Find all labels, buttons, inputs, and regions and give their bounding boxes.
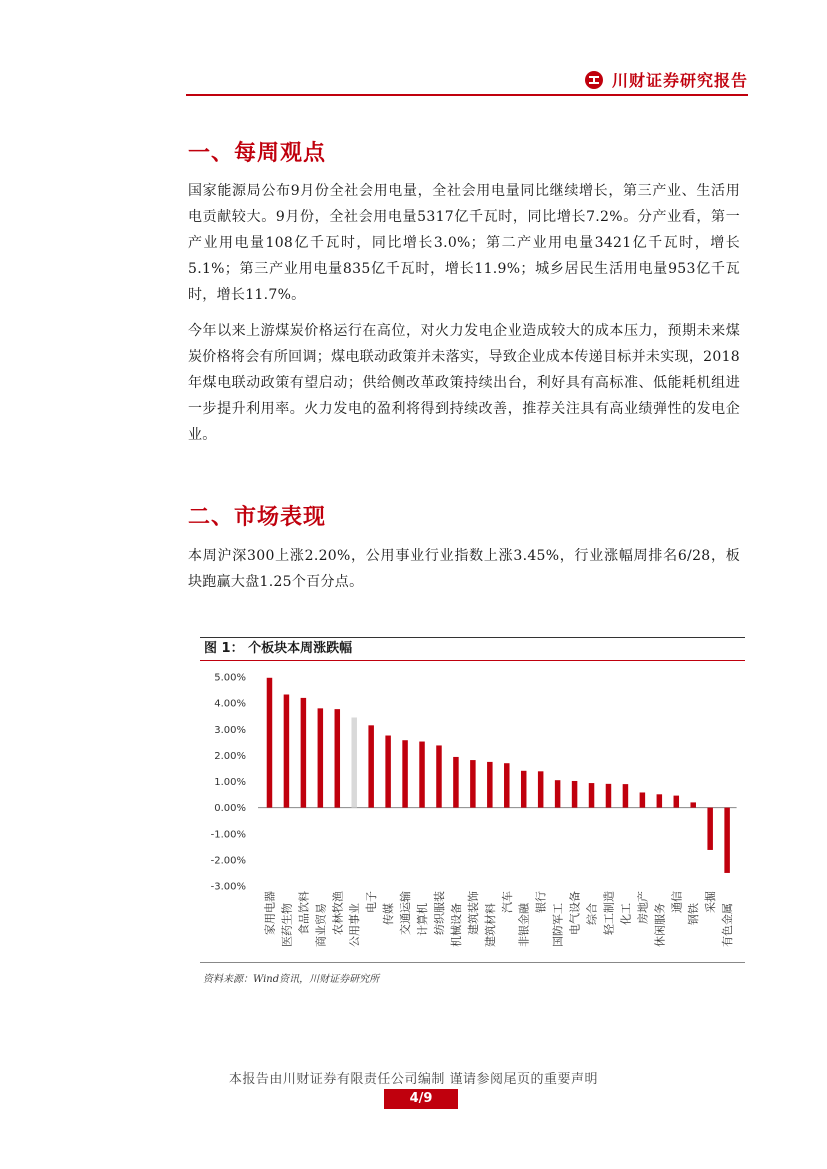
category-label: 家用电器	[263, 891, 277, 935]
bar	[385, 736, 391, 808]
figure-bottom-rule	[200, 962, 745, 963]
bar	[436, 745, 442, 807]
y-tick-label: 4.00%	[214, 698, 246, 710]
figure-source: 资料来源：Wind资讯，川财证券研究所	[203, 974, 380, 985]
bar	[284, 695, 290, 808]
bar	[657, 794, 663, 807]
y-tick-label: -1.00%	[210, 829, 246, 841]
bar	[368, 725, 374, 807]
bar	[707, 808, 713, 850]
section-heading-market: 二、市场表现	[188, 505, 327, 530]
bar	[623, 784, 629, 808]
y-tick-label: 5.00%	[214, 672, 246, 684]
category-label: 采掘	[704, 891, 718, 913]
bar	[470, 760, 476, 808]
category-label: 钢铁	[687, 903, 701, 925]
bar	[318, 708, 324, 807]
category-label: 交通运输	[399, 891, 413, 935]
category-label: 商业贸易	[314, 903, 328, 947]
bar	[589, 783, 595, 808]
category-label: 国防军工	[551, 903, 565, 947]
y-tick-label: 3.00%	[214, 724, 246, 736]
category-label: 电气设备	[568, 891, 582, 935]
brand	[584, 68, 748, 91]
bar	[538, 771, 544, 807]
category-label: 综合	[585, 903, 599, 925]
bar	[335, 709, 341, 807]
category-label: 有色金属	[721, 903, 735, 947]
paragraph-coal: 今年以来上游煤炭价格运行在高位，对火力发电企业造成较大的成本压力，预期未来煤炭价格将会有所回调；煤电联动政策并未落实，导致企业成本传递目标并未实现，2018年煤电联动政策有望启动；供给侧改革政策持续出台，利好具有高标准、低能耗机组进一步提升利用率。火力发电的盈利将得到持续改善，推荐关注具有高业绩弹性的发电企业。	[188, 323, 740, 443]
category-label: 食品饮料	[297, 891, 311, 935]
page-number: 4/9	[384, 1089, 458, 1109]
category-label: 传媒	[382, 903, 396, 925]
category-label: 轻工制造	[602, 891, 616, 935]
y-tick-label: -2.00%	[210, 855, 246, 867]
category-label: 纺织服装	[432, 891, 446, 935]
sector-change-bar-chart	[200, 664, 745, 960]
y-tick-label: 2.00%	[214, 750, 246, 762]
category-label: 机械设备	[449, 903, 463, 947]
bar	[640, 792, 646, 807]
y-axis-ticks	[211, 673, 246, 893]
page-header	[186, 64, 748, 96]
paragraph-market: 本周沪深300上涨2.20%，公用事业行业指数上涨3.45%，行业涨幅周排名6/28，板块跑赢大盘1.25个百分点。	[188, 548, 740, 590]
bar	[419, 742, 425, 808]
footer-disclaimer: 本报告由川财证券有限责任公司编制 谨请参阅尾页的重要声明	[228, 1072, 599, 1087]
figure-title: 图 1： 个板块本周涨跌幅	[204, 641, 353, 656]
bar	[690, 802, 696, 807]
category-label: 房地产	[636, 891, 650, 924]
bar	[351, 717, 357, 807]
category-label: 建筑装饰	[466, 891, 480, 935]
paragraph-electricity: 国家能源局公布9月份全社会用电量，全社会用电量同比继续增长，第三产业、生活用电贡献较大。9月份，全社会用电量5317亿千瓦时，同比增长7.2%。分产业看，第一产业用电量108亿千瓦时，同比增长3.0%；第二产业用电量3421亿千瓦时，增长5.1%；第三产业用电量835亿千瓦时，增长11.9%；城乡居民生活用电量953亿千瓦时，增长11.7%。	[188, 183, 740, 303]
bar	[301, 698, 307, 808]
category-label: 医药生物	[280, 903, 294, 947]
bar	[674, 796, 680, 808]
y-tick-label: 1.00%	[214, 777, 246, 788]
bar	[453, 757, 459, 808]
category-label: 建筑材料	[483, 903, 497, 947]
bar	[606, 784, 612, 808]
brand-name: 川财证券研究报告	[611, 71, 748, 90]
bar	[267, 678, 273, 808]
bar	[487, 762, 493, 808]
category-label: 化工	[619, 903, 633, 925]
category-label: 汽车	[500, 891, 514, 913]
section-heading-weekly-view: 一、每周观点	[188, 141, 327, 166]
y-tick-label: -3.00%	[210, 881, 246, 893]
category-label: 电子	[365, 891, 379, 913]
category-label: 银行	[534, 891, 548, 913]
category-label: 非银金融	[517, 903, 531, 947]
category-label: 农林牧渔	[331, 891, 345, 935]
category-label: 计算机	[416, 903, 430, 936]
bars	[267, 678, 730, 873]
category-label: 休闲服务	[653, 903, 667, 947]
bar	[555, 780, 561, 807]
brand-logo-icon	[584, 70, 604, 90]
bar	[572, 781, 578, 808]
y-tick-label: 0.00%	[214, 803, 246, 815]
bar	[724, 808, 730, 873]
category-label: 公用事业	[348, 903, 362, 947]
category-label: 通信	[670, 891, 684, 913]
figure-title-bar	[200, 637, 745, 661]
bar	[504, 763, 510, 807]
category-labels	[262, 891, 734, 947]
bar	[402, 740, 408, 807]
bar	[521, 771, 527, 808]
